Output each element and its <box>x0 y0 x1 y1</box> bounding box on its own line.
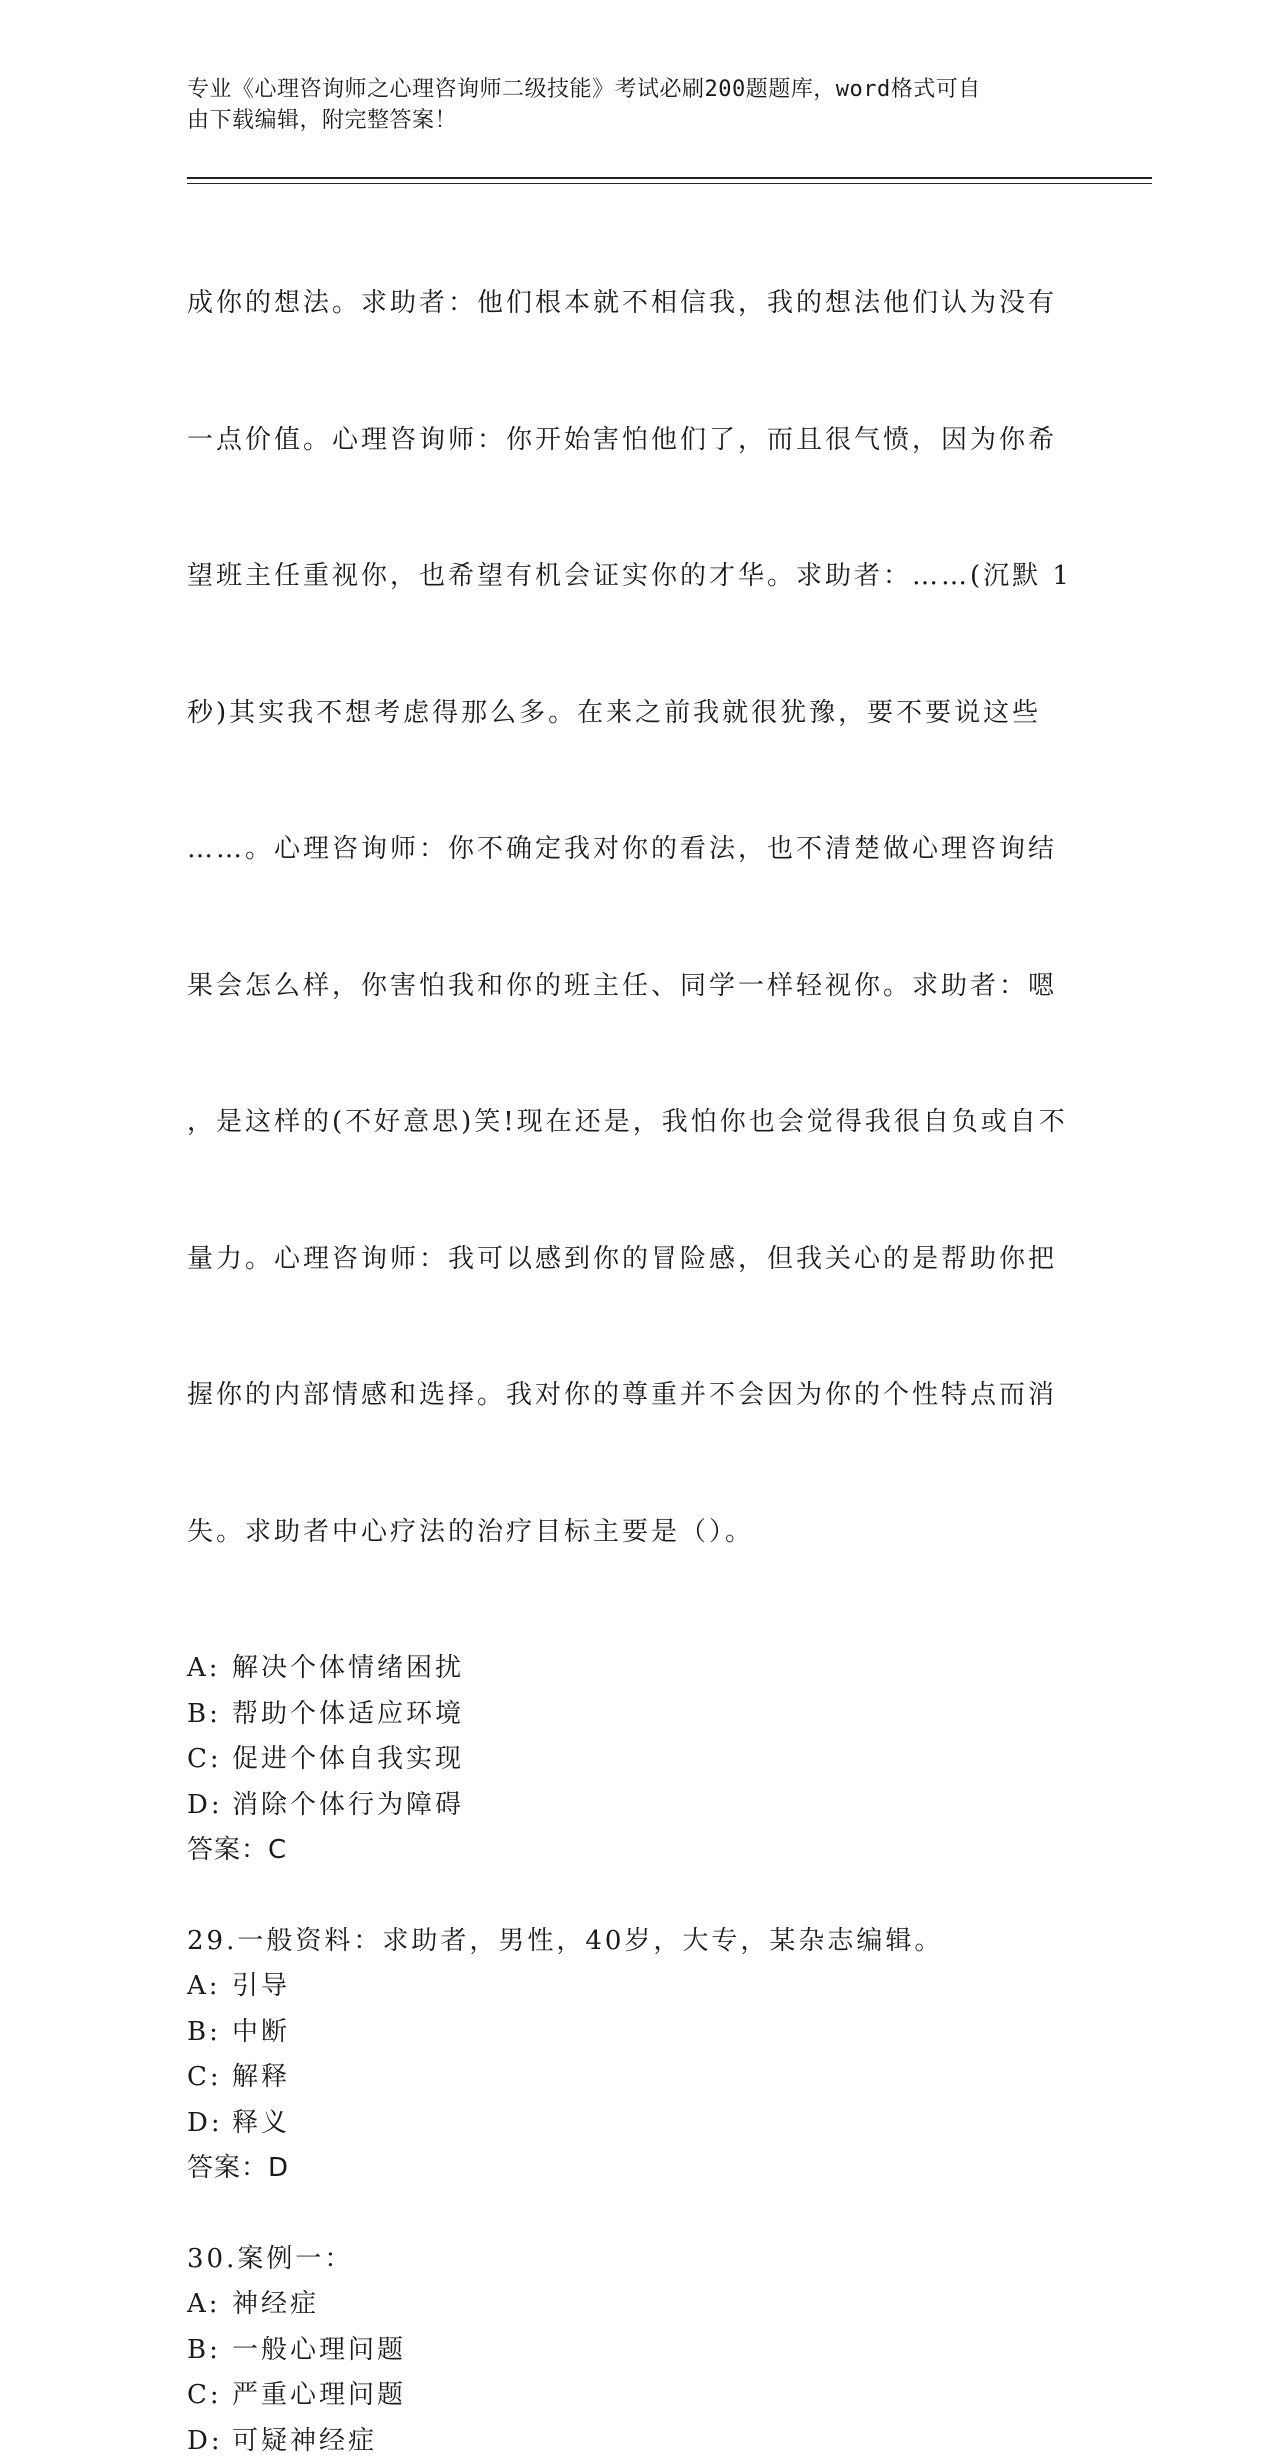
option-text: 消除个体行为障碍 <box>232 1790 464 1820</box>
question-28-passage <box>187 190 1077 1646</box>
passage-line: 秒)其实我不想考虑得那么多。在来之前我就很犹豫，要不要说这些 <box>187 691 1077 737</box>
option-a <box>187 2282 1077 2328</box>
option-text: 严重心理问题 <box>232 2380 406 2410</box>
option-text: 释义 <box>232 2108 290 2138</box>
passage-line: ，是这样的(不好意思)笑!现在还是，我怕你也会觉得我很自负或自不 <box>187 1100 1077 1146</box>
answer-line: 答案：D <box>187 2146 1077 2192</box>
option-key: C: <box>187 1737 232 1783</box>
document-body <box>187 190 1077 2464</box>
option-key: D: <box>187 2419 232 2464</box>
option-text: 解决个体情绪困扰 <box>232 1653 464 1683</box>
option-text: 神经症 <box>232 2289 319 2319</box>
option-text: 解释 <box>232 2062 290 2092</box>
option-d <box>187 2101 1077 2147</box>
option-key: D: <box>187 1783 232 1829</box>
option-b <box>187 2328 1077 2374</box>
header-rule-thick <box>187 177 1152 179</box>
question-28 <box>187 190 1077 1874</box>
option-d <box>187 1783 1077 1829</box>
option-key: B: <box>187 2328 232 2374</box>
option-text: 促进个体自我实现 <box>232 1744 464 1774</box>
option-key: B: <box>187 2010 232 2056</box>
option-key: D: <box>187 2101 232 2147</box>
option-key: C: <box>187 2373 232 2419</box>
passage-line: 果会怎么样，你害怕我和你的班主任、同学一样轻视你。求助者：嗯 <box>187 964 1077 1010</box>
option-c <box>187 2373 1077 2419</box>
answer-line: 答案：C <box>187 1828 1077 1874</box>
option-key: B: <box>187 1692 232 1738</box>
option-key: A: <box>187 1964 232 2010</box>
header-rule-thin <box>187 183 1152 184</box>
passage-line: 握你的内部情感和选择。我对你的尊重并不会因为你的个性特点而消 <box>187 1373 1077 1419</box>
document-header <box>187 74 1067 136</box>
option-text: 引导 <box>232 1971 290 2001</box>
passage-line: 成你的想法。求助者：他们根本就不相信我，我的想法他们认为没有 <box>187 281 1077 327</box>
passage-line: ……。心理咨询师：你不确定我对你的看法，也不清楚做心理咨询结 <box>187 827 1077 873</box>
option-key: C: <box>187 2055 232 2101</box>
question-30 <box>187 2237 1077 2464</box>
option-c <box>187 2055 1077 2101</box>
question-stem: 29.一般资料：求助者，男性，40岁，大专，某杂志编辑。 <box>187 1919 1077 1965</box>
option-d <box>187 2419 1077 2464</box>
option-text: 一般心理问题 <box>232 2335 406 2365</box>
header-line-1: 专业《心理咨询师之心理咨询师二级技能》考试必刷200题题库，word格式可自 <box>187 74 1067 105</box>
question-stem: 30.案例一： <box>187 2237 1077 2283</box>
option-b <box>187 1692 1077 1738</box>
option-text: 帮助个体适应环境 <box>232 1699 464 1729</box>
option-b <box>187 2010 1077 2056</box>
passage-line: 失。求助者中心疗法的治疗目标主要是（）。 <box>187 1510 1077 1556</box>
option-c <box>187 1737 1077 1783</box>
passage-line: 望班主任重视你，也希望有机会证实你的才华。求助者：……(沉默 1 <box>187 554 1077 600</box>
option-text: 中断 <box>232 2017 290 2047</box>
option-key: A: <box>187 2282 232 2328</box>
passage-line: 量力。心理咨询师：我可以感到你的冒险感，但我关心的是帮助你把 <box>187 1237 1077 1283</box>
question-29 <box>187 1919 1077 2192</box>
option-a <box>187 1964 1077 2010</box>
option-a <box>187 1646 1077 1692</box>
option-key: A: <box>187 1646 232 1692</box>
passage-line: 一点价值。心理咨询师：你开始害怕他们了，而且很气愤，因为你希 <box>187 418 1077 464</box>
option-text: 可疑神经症 <box>232 2426 377 2456</box>
header-line-2: 由下载编辑，附完整答案！ <box>187 105 1067 136</box>
